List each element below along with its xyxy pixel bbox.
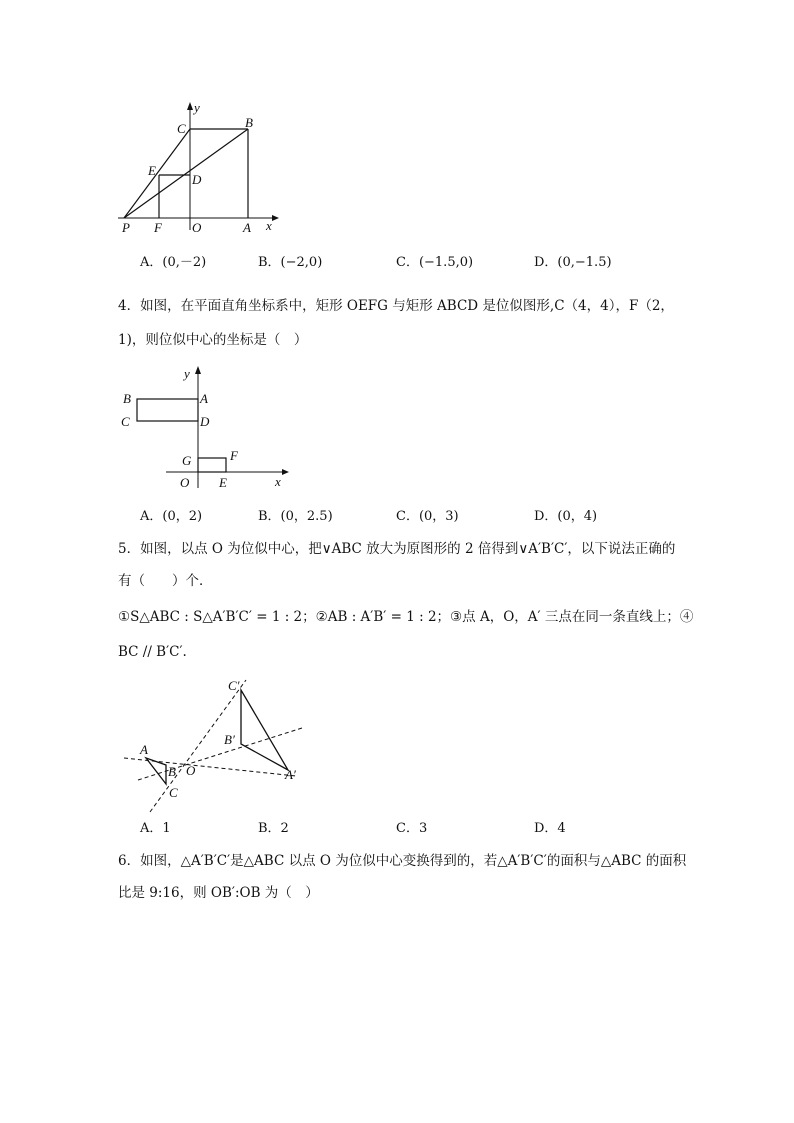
q4-stem-line1: 4．如图，在平面直角坐标系中，矩形 OEFG 与矩形 ABCD 是位似图形,C（4，4），F（2， xyxy=(118,298,674,314)
q3-label-E: E xyxy=(148,163,156,178)
q4-option-c[interactable]: C．(0，3) xyxy=(396,509,459,524)
q5-label-C: C xyxy=(169,785,178,800)
q4-label-B: B xyxy=(123,391,131,406)
rect-abcd xyxy=(137,399,198,421)
q3-label-B: B xyxy=(245,115,253,130)
q3-option-d[interactable]: D．(0,−1.5) xyxy=(534,255,612,270)
q5-stem-line3: ①S△ABC : S△A′B′C′ = 1 : 2；②AB : A′B′ = 1 : 2；③点 A，O，A′ 三点在同一条直线上；④ xyxy=(118,609,694,625)
q3-label-P: P xyxy=(122,220,130,235)
x-axis-arrow xyxy=(282,469,289,475)
q3-figure xyxy=(112,98,292,238)
q4-option-d[interactable]: D．(0，4) xyxy=(534,509,598,524)
q5-stem-line1: 5．如图，以点 O 为位似中心，把∨ABC 放大为原图形的 2 倍得到∨A′B′C′，以下说法正确的 xyxy=(118,541,676,557)
q4-option-b[interactable]: B．(0，2.5) xyxy=(258,509,333,524)
q5-label-O: O xyxy=(186,763,196,778)
x-axis-arrow xyxy=(272,215,279,221)
rect-oefg xyxy=(198,458,226,472)
q5-label-B1: B′ xyxy=(224,732,235,747)
y-axis-arrow xyxy=(195,366,201,374)
y-axis-arrow xyxy=(187,102,193,110)
q3-label-y: y xyxy=(194,100,200,115)
q3-option-c[interactable]: C．(−1.5,0) xyxy=(396,255,474,270)
q4-figure xyxy=(112,360,302,495)
q4-label-A: A xyxy=(200,391,208,406)
q4-stem-line2: 1)，则位似中心的坐标是（ ） xyxy=(118,332,308,348)
q3-option-a[interactable]: A．(0,－2) xyxy=(140,255,207,270)
q5-label-A1: A′ xyxy=(285,767,296,782)
q5-label-B: B xyxy=(168,764,176,779)
q4-option-a[interactable]: A．(0，2) xyxy=(140,509,203,524)
q3-label-A: A xyxy=(243,220,251,235)
q4-label-D: D xyxy=(200,414,210,429)
q3-label-D: D xyxy=(192,172,202,187)
q4-label-G: G xyxy=(182,453,192,468)
q3-label-O: O xyxy=(192,220,202,235)
q5-option-a[interactable]: A．1 xyxy=(140,821,171,836)
q5-stem-line4: BC // B′C′. xyxy=(118,644,187,660)
q3-label-x: x xyxy=(266,218,272,233)
q4-label-x: x xyxy=(275,474,281,489)
q6-stem-line2: 比是 9:16，则 OB′:OB 为（ ） xyxy=(118,885,319,901)
q5-option-c[interactable]: C．3 xyxy=(396,821,428,836)
q4-label-E: E xyxy=(219,475,227,490)
q4-label-F: F xyxy=(230,448,238,463)
q3-option-b[interactable]: B．(−2,0) xyxy=(258,255,323,270)
q3-label-F: F xyxy=(154,220,162,235)
q5-stem-line2: 有（ ）个． xyxy=(118,573,213,589)
q6-stem-line1: 6．如图，△A′B′C′是△ABC 以点 O 为位似中心变换得到的，若△A′B′C′的面积与△ABC 的面积 xyxy=(118,853,687,869)
q5-figure xyxy=(118,672,318,817)
q4-label-y: y xyxy=(184,366,190,381)
q5-option-d[interactable]: D．4 xyxy=(534,821,566,836)
q4-label-C: C xyxy=(121,414,130,429)
triangle-abc xyxy=(146,758,166,784)
q5-label-A: A xyxy=(140,742,148,757)
q4-label-O: O xyxy=(180,475,190,490)
q5-option-b[interactable]: B．2 xyxy=(258,821,289,836)
q3-label-C: C xyxy=(177,121,186,136)
triangle-a1b1c1 xyxy=(241,690,288,770)
q5-label-C1: C′ xyxy=(228,678,240,693)
